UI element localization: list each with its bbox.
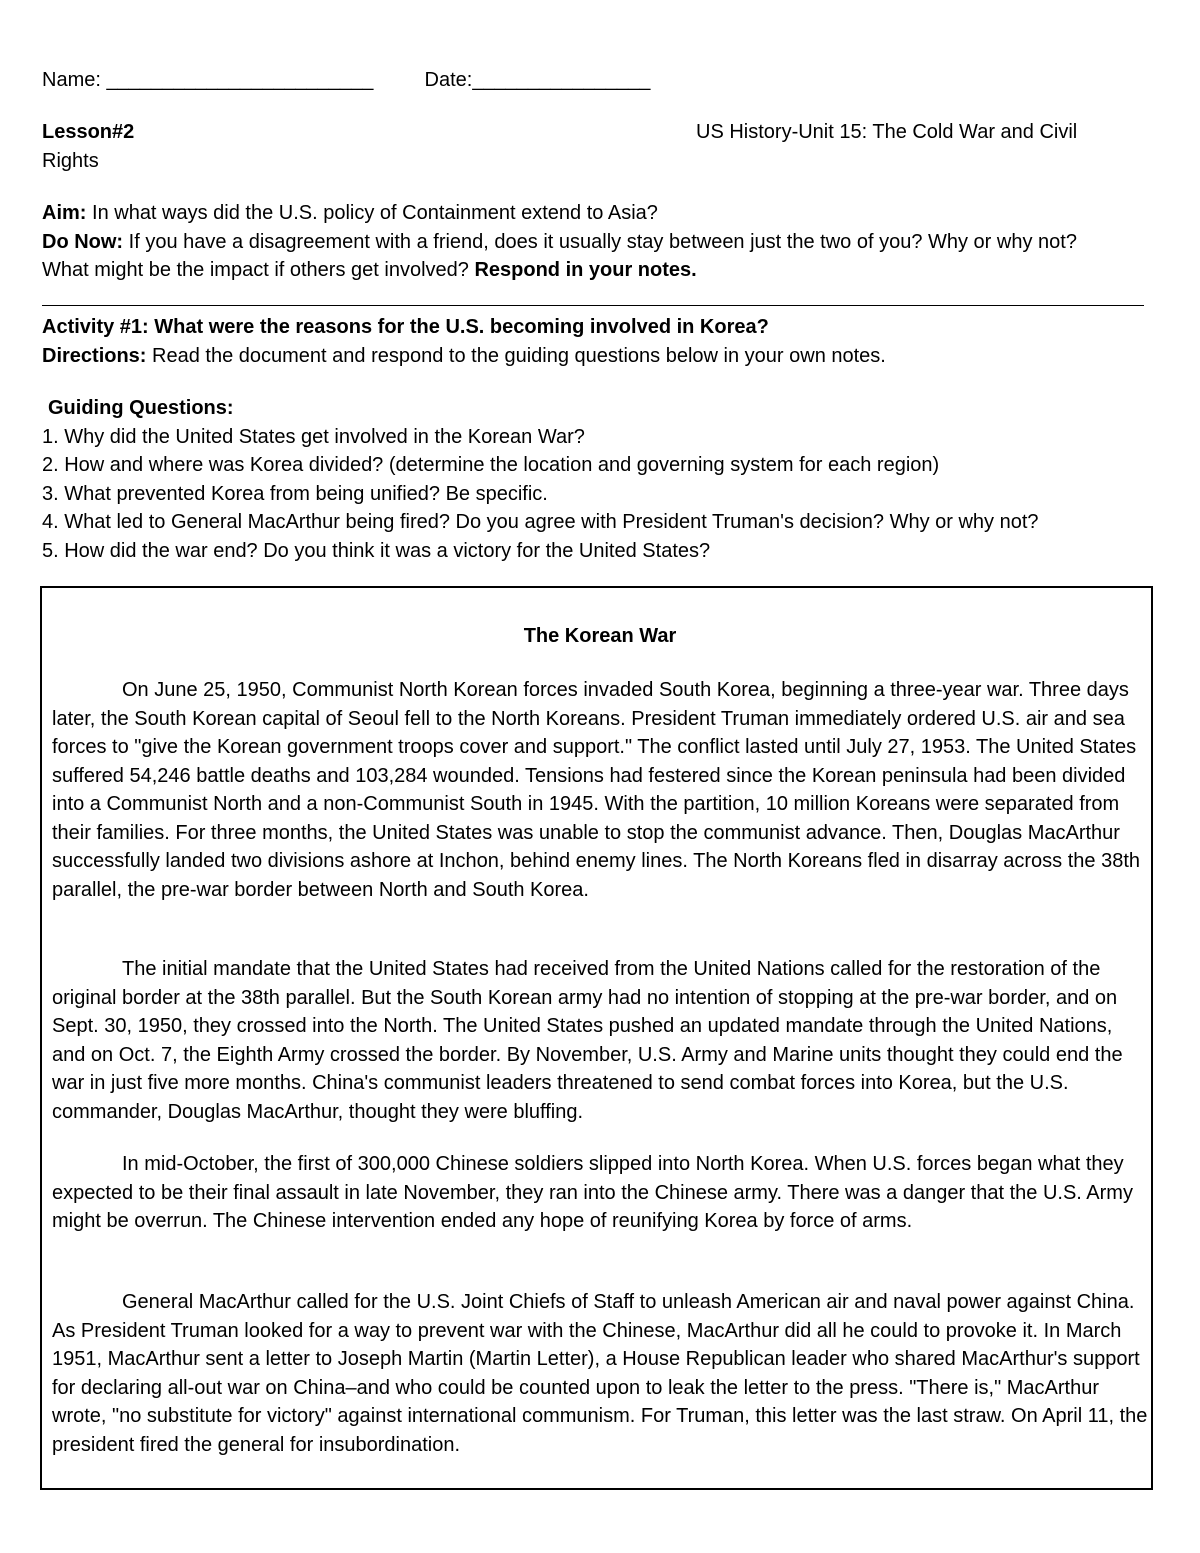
aim-text: In what ways did the U.S. policy of Containment extend to Asia? (86, 202, 658, 224)
document-paragraph-1: On June 25, 1950, Communist North Korean forces invaded South Korea, beginning a three-year war. Three days later, the South Korean capital of Seoul fell to the North Koreans. President Truman immediately ordered U.S. air and sea forces to "give the Korean government troops cover and support." The conflict lasted until July 27, 1953. The United States suffered 54,246 battle deaths and 103,284 wounded. Tensions had festered since the Korean peninsula had been divided into a Communist North and a non-Communist South in 1945. With the partition, 10 million Koreans were separated from their families. For three months, the United States was unable to stop the communist advance. Then, Douglas MacArthur successfully landed two divisions ashore at Inchon, behind enemy lines. The North Koreans fled in disarray across the 38th parallel, the pre-war border between North and South Korea. (52, 679, 1141, 901)
divider (42, 305, 1144, 306)
guiding-question-3: 3. What prevented Korea from being unified? Be specific. (42, 483, 548, 505)
do-now-text-continued: What might be the impact if others get involved? (42, 259, 475, 281)
name-date-line (42, 68, 650, 92)
name-field[interactable]: ________________________ (106, 69, 374, 91)
name-label: Name: (42, 69, 107, 91)
course-title: US History-Unit 15: The Cold War and Civil (696, 121, 1078, 143)
guiding-question-1: 1. Why did the United States get involved in the Korean War? (42, 426, 585, 448)
directions-text: Read the document and respond to the guiding questions below in your own notes. (146, 345, 886, 367)
do-now-line (42, 230, 1077, 254)
guiding-question-2: 2. How and where was Korea divided? (determine the location and governing system for each region) (42, 454, 940, 476)
document-paragraph-4: General MacArthur called for the U.S. Joint Chiefs of Staff to unleash American air and naval power against China. As President Truman looked for a way to prevent war with the Chinese, MacArthur did all he could to provoke it. In March 1951, MacArthur sent a letter to Joseph Martin (Martin Letter), a House Republican leader who shared MacArthur's support for declaring all-out war on China–and who could be counted upon to leak the letter to the press. "There is," MacArthur wrote, "no substitute for victory" against international communism. For Truman, this letter was the last straw. On April 11, the president fired the general for insubordination. (52, 1291, 1148, 1456)
activity-title: Activity #1: What were the reasons for the U.S. becoming involved in Korea? (42, 316, 769, 338)
aim-line (42, 201, 658, 225)
guiding-question-4: 4. What led to General MacArthur being fired? Do you agree with President Truman's decision? Why or why not? (42, 511, 1039, 533)
guiding-questions-heading: Guiding Questions: (48, 397, 234, 419)
do-now-instruction: Respond in your notes. (474, 259, 697, 281)
directions-label: Directions: (42, 345, 147, 367)
aim-label: Aim: (42, 202, 87, 224)
document-title: The Korean War (523, 625, 677, 647)
directions-line (42, 344, 886, 368)
document-paragraph-2: The initial mandate that the United States had received from the United Nations called for the restoration of the original border at the 38th parallel. But the South Korean army had no intention of stopping at the pre-war border, and on Sept. 30, 1950, they crossed into the North. The United States pushed an updated mandate through the United Nations, and on Oct. 7, the Eighth Army crossed the border. By November, U.S. Army and Marine units thought they could end the war in just five more months. China's communist leaders threatened to send combat forces into Korea, but the U.S. commander, Douglas MacArthur, thought they were bluffing. (52, 958, 1123, 1123)
lesson-label: Lesson#2 (42, 121, 135, 143)
do-now-text: If you have a disagreement with a friend, does it usually stay between just the two of you? Why or why not? (123, 231, 1077, 253)
guiding-question-5: 5. How did the war end? Do you think it was a victory for the United States? (42, 540, 711, 562)
document-paragraph-3: In mid-October, the first of 300,000 Chinese soldiers slipped into North Korea. When U.S. forces began what they expected to be their final assault in late November, they ran into the Chinese army. There was a danger that the U.S. Army might be overrun. The Chinese intervention ended any hope of reunifying Korea by force of arms. (52, 1153, 1133, 1232)
course-title-continued: Rights (42, 150, 99, 172)
date-label: Date: (424, 69, 473, 91)
do-now-line-2 (42, 258, 697, 282)
date-field[interactable]: ________________ (472, 69, 651, 91)
do-now-label: Do Now: (42, 231, 124, 253)
